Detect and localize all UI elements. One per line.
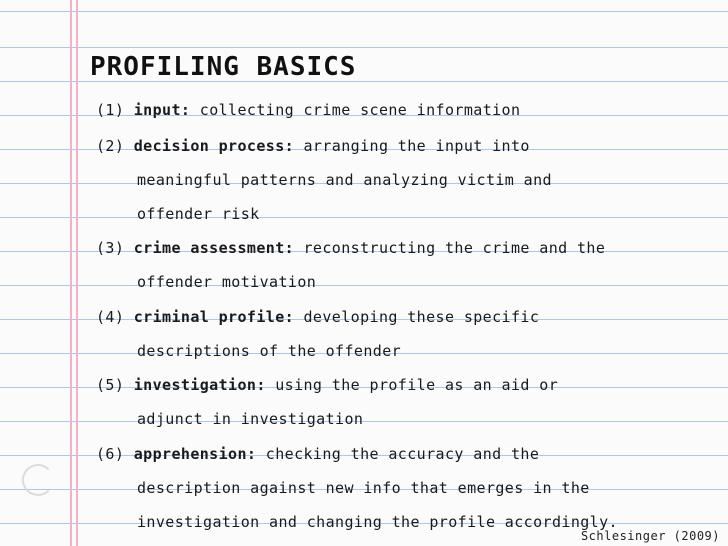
item-term: input: <box>133 101 191 119</box>
list-item-3-continuation: offender motivation <box>137 273 317 291</box>
item-text: reconstructing the crime and the <box>303 239 606 257</box>
list-item-5 <box>96 376 558 394</box>
list-item-6-continuation: description against new info that emerges in the <box>137 479 590 497</box>
item-text: checking the accuracy and the <box>265 445 540 463</box>
binder-hole-icon <box>22 464 54 496</box>
margin-line-left <box>70 0 72 546</box>
item-term: criminal profile: <box>133 308 295 326</box>
item-text: collecting crime scene information <box>199 101 521 119</box>
item-text: arranging the input into <box>303 137 530 155</box>
item-text: developing these specific <box>303 308 540 326</box>
list-item-2-continuation: meaningful patterns and analyzing victim and <box>137 171 552 189</box>
list-item-2 <box>96 137 530 155</box>
item-term: crime assessment: <box>133 239 295 257</box>
item-number: (2) <box>96 137 125 155</box>
item-number: (3) <box>96 239 125 257</box>
item-text: using the profile as an aid or <box>275 376 559 394</box>
item-number: (4) <box>96 308 125 326</box>
list-item-5-continuation: adjunct in investigation <box>137 410 364 428</box>
list-item-4-continuation: descriptions of the offender <box>137 342 402 360</box>
item-term: apprehension: <box>133 445 257 463</box>
list-item-3 <box>96 239 605 257</box>
list-item-1 <box>96 101 520 119</box>
item-term: investigation: <box>133 376 266 394</box>
source-credit: Schlesinger (2009) <box>580 529 720 543</box>
list-item-6 <box>96 445 539 463</box>
list-item-2-continuation: offender risk <box>137 205 260 223</box>
margin-line-right <box>76 0 78 546</box>
slide-title: PROFILING BASICS <box>90 52 357 82</box>
item-number: (5) <box>96 376 125 394</box>
item-number: (1) <box>96 101 125 119</box>
list-item-6-continuation: investigation and changing the profile accordingly. <box>137 513 618 531</box>
item-term: decision process: <box>133 137 295 155</box>
item-number: (6) <box>96 445 125 463</box>
list-item-4 <box>96 308 539 326</box>
